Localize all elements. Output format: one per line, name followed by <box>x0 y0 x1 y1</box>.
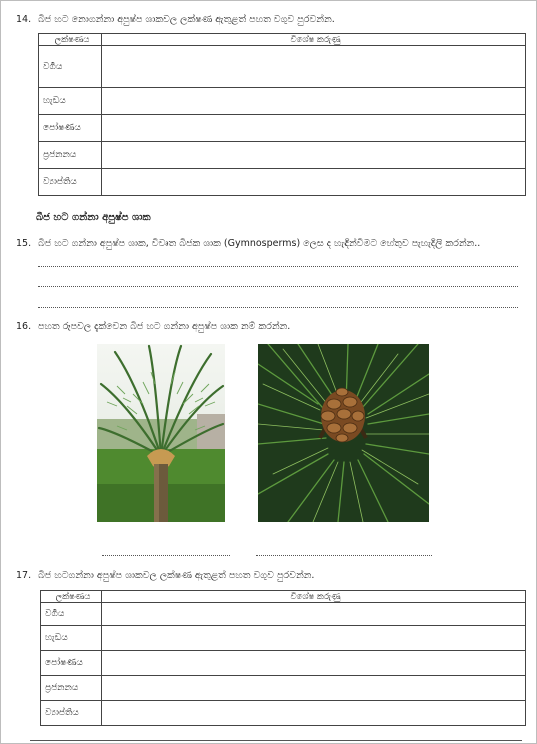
question-number: 16. <box>16 321 32 332</box>
row-label: ප්‍රජනනය <box>39 142 102 169</box>
header-feature: ලක්ෂණය <box>39 34 102 46</box>
row-label: වර්‍ගය <box>39 46 102 88</box>
row-label: ප්‍රජනනය <box>41 676 102 701</box>
question-16 <box>16 321 290 332</box>
answer-cell[interactable] <box>102 651 526 676</box>
features-table-1 <box>38 33 526 196</box>
row-label: ව්‍යාප්තිය <box>39 169 102 196</box>
question-text: බීජ හට ගන්නා අපුෂ්ප ශාක, විවෘත බීජක ශාක (Gymnosperms) ලෙස ද හැඳින්වීමට හේතුව පැහැදිලි කරන්න.. <box>38 238 481 249</box>
question-number: 15. <box>16 238 32 249</box>
row-label: පෝෂණය <box>39 115 102 142</box>
row-label: ව්‍යාප්තිය <box>41 701 102 726</box>
question-text: බීජ හටගන්නා අපුෂ්ප ශාකවල ලක්ෂණ ඇතුළත් පහත වගුව පුරවන්න. <box>38 570 315 581</box>
question-17 <box>16 570 314 581</box>
header-feature: ලක්ෂණය <box>41 591 102 603</box>
question-number: 17. <box>16 570 32 581</box>
table-row <box>39 115 526 142</box>
answer-cell[interactable] <box>102 676 526 701</box>
question-number: 14. <box>16 14 32 25</box>
table-row <box>39 169 526 196</box>
answer-line-image-2[interactable] <box>256 555 432 556</box>
table-row <box>41 651 526 676</box>
section-heading: බීජ හට ගන්නා අපුෂ්ප ශාක <box>36 212 151 223</box>
answer-cell[interactable] <box>102 142 526 169</box>
table-row <box>39 142 526 169</box>
bottom-rule <box>30 740 522 741</box>
table-row <box>41 701 526 726</box>
answer-cell[interactable] <box>102 701 526 726</box>
table-header-row <box>39 34 526 46</box>
header-description: විශේෂ කරුණු <box>102 591 526 603</box>
question-text: බීජ හට නොගන්නා අපුෂ්ප ශාකවල ලක්ෂණ ඇතුළත් පහත වගුව පුරවන්න. <box>38 14 335 25</box>
answer-cell[interactable] <box>102 88 526 115</box>
table-row <box>39 88 526 115</box>
row-label: හැඩය <box>41 626 102 651</box>
answer-cell[interactable] <box>102 46 526 88</box>
table-row <box>41 603 526 626</box>
row-label: පෝෂණය <box>41 651 102 676</box>
answer-line[interactable] <box>38 266 518 267</box>
pine-image <box>258 344 429 522</box>
answer-cell[interactable] <box>102 603 526 626</box>
question-14 <box>16 14 335 25</box>
row-label: හැඩය <box>39 88 102 115</box>
row-label: වර්‍ගය <box>41 603 102 626</box>
answer-cell[interactable] <box>102 115 526 142</box>
table-header-row <box>41 591 526 603</box>
answer-line[interactable] <box>38 286 518 287</box>
question-text: පහත රූපවල දැක්වෙන බීජ හට ගන්නා අපුෂ්ප ශාක නම් කරන්න. <box>38 321 291 332</box>
table-row <box>41 676 526 701</box>
header-description: විශේෂ කරුණු <box>102 34 526 46</box>
answer-line[interactable] <box>38 307 518 308</box>
question-15 <box>16 238 480 249</box>
answer-cell[interactable] <box>102 626 526 651</box>
answer-line-image-1[interactable] <box>102 555 230 556</box>
table-row <box>39 46 526 88</box>
answer-cell[interactable] <box>102 169 526 196</box>
features-table-2 <box>40 590 526 726</box>
cycad-image <box>97 344 225 522</box>
table-row <box>41 626 526 651</box>
